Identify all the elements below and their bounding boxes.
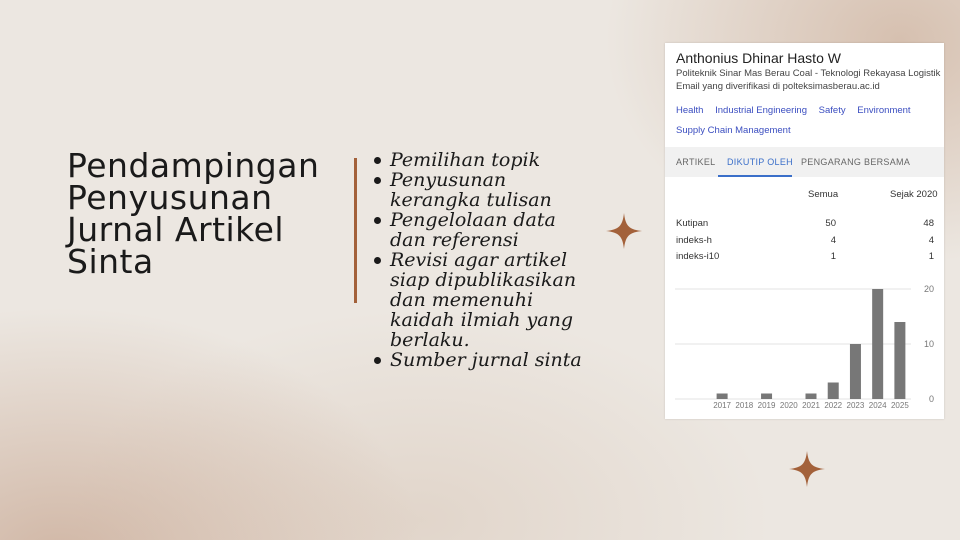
- y-tick-label: 20: [923, 284, 934, 294]
- column-header-semua: Semua: [808, 189, 839, 200]
- bullet-dot-icon: [374, 257, 381, 264]
- vertical-divider: [354, 158, 357, 303]
- metric-indeks-i10-all: 1: [830, 251, 836, 262]
- bullet-dot-icon: [374, 177, 381, 184]
- bullet-dot-icon: [374, 157, 381, 164]
- bullet-item: [370, 210, 610, 250]
- citations-bar-chart: [665, 278, 944, 419]
- bullet-item: [370, 350, 610, 370]
- y-tick-label: 10: [923, 339, 934, 349]
- bullet-item: [370, 150, 610, 170]
- x-tick-label: 2022: [824, 401, 843, 410]
- bullet-line: dan referensi: [390, 229, 519, 251]
- bullet-line: Pengelolaan data: [390, 209, 556, 231]
- bar-2023[interactable]: [850, 344, 861, 399]
- title-line: Penyusunan: [67, 178, 273, 217]
- metric-label-indeks-h: indeks-h: [676, 235, 712, 246]
- metric-kutipan-all: 50: [825, 218, 836, 229]
- metric-indeks-h-since: 4: [928, 235, 934, 246]
- bullet-item: [370, 170, 610, 210]
- x-tick-label: 2019: [757, 401, 776, 410]
- x-tick-label: 2017: [713, 401, 732, 410]
- title-line: Jurnal Artikel: [67, 210, 285, 249]
- bullet-line: Sumber jurnal sinta: [390, 349, 582, 371]
- bullet-line: siap dipublikasikan: [390, 269, 577, 291]
- tag-safety[interactable]: Safety: [818, 105, 846, 116]
- bar-2017[interactable]: [717, 394, 728, 400]
- bullet-list: [370, 150, 610, 370]
- bullet-dot-icon: [374, 357, 381, 364]
- slide-title: [67, 146, 357, 281]
- x-tick-label: 2018: [735, 401, 754, 410]
- bullet-line: kerangka tulisan: [390, 189, 552, 211]
- interest-tags: [676, 101, 938, 141]
- tab-dikutip-oleh[interactable]: DIKUTIP OLEH: [727, 157, 793, 167]
- scholar-profile-card: [665, 43, 944, 419]
- sparkle-icon: [606, 213, 642, 249]
- metric-label-kutipan: Kutipan: [676, 218, 709, 229]
- metric-indeks-h-all: 4: [830, 235, 836, 246]
- bullet-line: Revisi agar artikel: [390, 249, 568, 271]
- bar-2025[interactable]: [894, 322, 905, 399]
- profile-name[interactable]: Anthonius Dhinar Hasto W: [676, 50, 841, 66]
- bar-2022[interactable]: [828, 383, 839, 400]
- y-tick-label: 0: [928, 394, 934, 404]
- bar-2024[interactable]: [872, 289, 883, 399]
- active-tab-indicator: [718, 175, 792, 177]
- title-line: Pendampingan: [67, 146, 320, 185]
- bullet-line: kaidah ilmiah yang: [390, 309, 573, 331]
- tag-industrial-engineering[interactable]: Industrial Engineering: [715, 105, 808, 116]
- x-tick-label: 2020: [779, 401, 798, 410]
- metric-indeks-i10-since: 1: [928, 251, 934, 262]
- tab-pengarang-bersama[interactable]: PENGARANG BERSAMA: [801, 157, 911, 167]
- title-line: Sinta: [67, 242, 154, 281]
- profile-email: Email yang diverifikasi di polteksimasberau.ac.id: [676, 81, 880, 92]
- bullet-line: berlaku.: [390, 329, 470, 351]
- profile-affiliation: Politeknik Sinar Mas Berau Coal - Teknologi Rekayasa Logistik: [676, 68, 941, 79]
- metric-label-indeks-i10: indeks-i10: [676, 251, 720, 262]
- bullet-line: Pemilihan topik: [390, 149, 541, 171]
- x-tick-label: 2023: [846, 401, 865, 410]
- bullet-item: [370, 250, 610, 350]
- tag-health[interactable]: Health: [676, 105, 704, 116]
- tab-artikel[interactable]: ARTIKEL: [676, 157, 716, 167]
- column-header-sejak-2020: Sejak 2020: [890, 189, 938, 200]
- bar-2019[interactable]: [761, 394, 772, 400]
- sparkle-icon: [789, 451, 825, 487]
- bullet-line: Penyusunan: [390, 169, 507, 191]
- x-tick-label: 2024: [868, 401, 887, 410]
- metric-kutipan-since: 48: [923, 218, 934, 229]
- x-tick-label: 2025: [890, 401, 909, 410]
- bullet-line: dan memenuhi: [390, 289, 534, 311]
- x-tick-label: 2021: [802, 401, 820, 410]
- bullet-dot-icon: [374, 217, 381, 224]
- tag-environment[interactable]: Environment: [857, 105, 911, 116]
- bar-2021[interactable]: [806, 394, 817, 400]
- tag-supply-chain-management[interactable]: Supply Chain Management: [676, 125, 791, 136]
